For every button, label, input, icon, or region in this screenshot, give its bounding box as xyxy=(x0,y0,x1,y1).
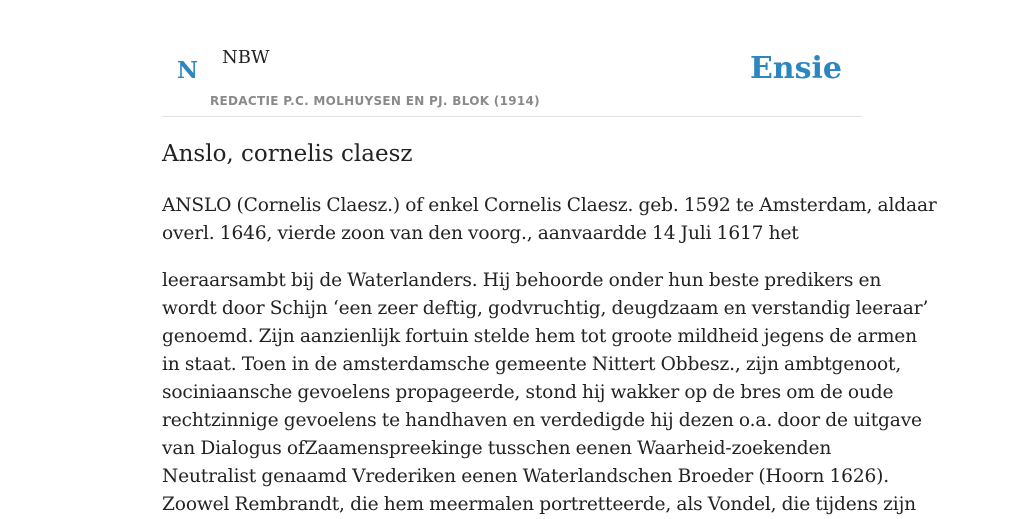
paragraph-line: van Dialogus ofZaamenspreekinge tusschen eenen Waarheid-zoekenden xyxy=(162,438,832,459)
paragraph-line: Zoowel Rembrandt, die hem meermalen portretteerde, als Vondel, die tijdens zijn xyxy=(162,494,917,515)
article-paragraph-2 xyxy=(162,267,929,519)
article-paragraph-1 xyxy=(162,192,937,248)
site-header xyxy=(162,0,862,117)
paragraph-line: leeraarsambt bij de Waterlanders. Hij behoorde onder hun beste predikers en xyxy=(162,270,882,291)
paragraph-line: ANSLO (Cornelis Claesz.) of enkel Cornelis Claesz. geb. 1592 te Amsterdam, aldaar xyxy=(162,195,937,216)
page-title: Anslo, cornelis claesz xyxy=(162,141,413,167)
paragraph-line: wordt door Schijn ‘een zeer deftig, godvruchtig, deugdzaam en verstandig leeraar’ xyxy=(162,298,929,319)
paragraph-line: in staat. Toen in de amsterdamsche gemeente Nittert Obbesz., zijn ambtgenoot, xyxy=(162,354,902,375)
paragraph-line: overl. 1646, vierde zoon van den voorg., aanvaardde 14 Juli 1617 het xyxy=(162,223,799,244)
source-name[interactable]: NBW xyxy=(222,47,270,68)
paragraph-line: rechtzinnige gevoelens te handhaven en verdedigde hij dezen o.a. door de uitgave xyxy=(162,410,922,431)
paragraph-line: Neutralist genaamd Vrederiken eenen Waterlandschen Broeder (Hoorn 1626). xyxy=(162,466,890,487)
paragraph-line: sociniaansche gevoelens propageerde, stond hij wakker op de bres om de oude xyxy=(162,382,894,403)
source-logo[interactable]: N xyxy=(177,57,199,84)
source-subtitle: REDACTIE P.C. MOLHUYSEN EN PJ. BLOK (1914) xyxy=(210,94,540,108)
ensie-logo[interactable]: Ensie xyxy=(749,51,842,86)
paragraph-line: genoemd. Zijn aanzienlijk fortuin stelde hem tot groote mildheid jegens de armen xyxy=(162,326,917,347)
